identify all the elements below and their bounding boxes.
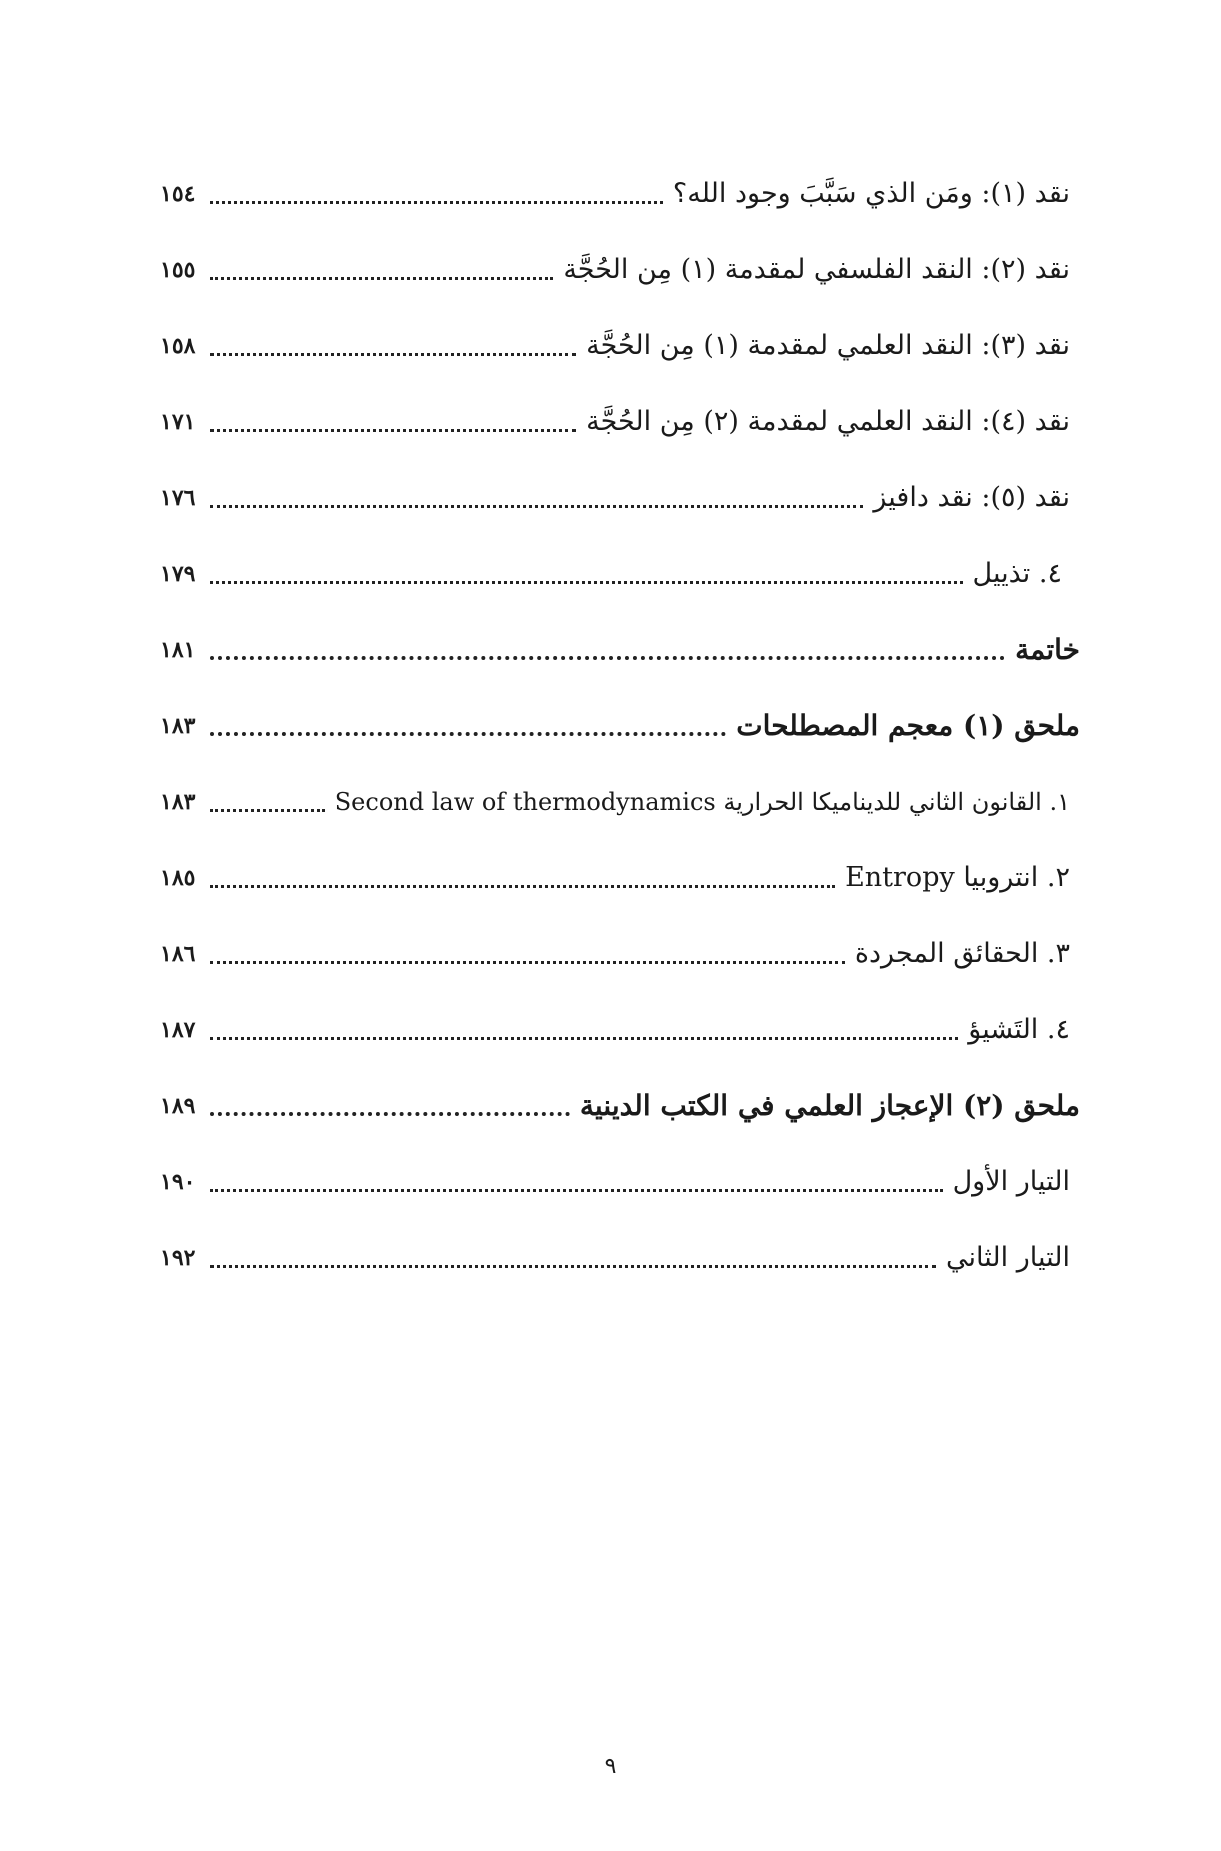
toc-entry-title: ١. القانون الثاني للديناميكا الحرارية Second law of thermodynamics (334, 788, 1070, 816)
toc-entry-title: ملحق (٢) الإعجاز العلمي في الكتب الدينية (579, 1089, 1080, 1122)
dot-leader (210, 1265, 936, 1268)
toc-entry-page: ١٨٣ (160, 713, 196, 739)
toc-entry-page: ١٩٠ (160, 1169, 196, 1195)
dot-leader (210, 885, 835, 888)
toc-entry-heading[interactable] (160, 1070, 1080, 1126)
toc-entry-title: نقد (٣): النقد العلمي لمقدمة (١) مِن الحُجَّة (586, 330, 1070, 361)
dot-leader (210, 581, 963, 584)
toc-entry-page: ١٧١ (160, 409, 196, 435)
toc-entry-page: ١٥٤ (160, 181, 196, 207)
toc-entry-title: نقد (٥): نقد دافيز (873, 482, 1070, 513)
toc-entry-title: نقد (٤): النقد العلمي لمقدمة (٢) مِن الحُجَّة (586, 406, 1070, 437)
toc-entry-page: ١٥٥ (160, 257, 196, 283)
toc-entry[interactable] (160, 462, 1070, 518)
dot-leader (210, 1112, 570, 1116)
toc-entry[interactable] (160, 538, 1062, 594)
toc-entry-page: ١٨٧ (160, 1017, 196, 1043)
toc-entry-page: ١٨٥ (160, 865, 196, 891)
toc-entry-page: ١٨٩ (160, 1093, 196, 1119)
toc-entry[interactable] (160, 994, 1070, 1050)
toc-entry-page: ١٨١ (160, 637, 196, 663)
toc-entry-title: ٤. التَشيؤ (968, 1014, 1070, 1045)
dot-leader (210, 656, 1005, 660)
toc-entry-title: التيار الثاني (946, 1242, 1070, 1273)
toc-entry[interactable] (160, 386, 1070, 442)
toc-entry[interactable] (160, 842, 1070, 898)
toc-entry-page: ١٨٦ (160, 941, 196, 967)
dot-leader (210, 961, 845, 964)
toc-entry[interactable] (160, 1222, 1070, 1278)
toc-entry[interactable] (160, 310, 1070, 366)
dot-leader (210, 809, 325, 812)
dot-leader (210, 201, 663, 204)
toc-entry-title: ٢. انتروبيا Entropy (845, 862, 1070, 893)
dot-leader (210, 353, 576, 356)
toc-entry[interactable] (160, 158, 1070, 214)
toc-entry[interactable] (160, 234, 1070, 290)
toc-entry-title: ٣. الحقائق المجردة (854, 938, 1070, 969)
dot-leader (210, 429, 576, 432)
toc-entry-title: نقد (١): ومَن الذي سَبَّبَ وجود الله؟ (672, 178, 1070, 209)
toc-entry-page: ١٧٦ (160, 485, 196, 511)
toc-entry-title: التيار الأول (952, 1166, 1070, 1197)
toc-entry-page: ١٥٨ (160, 333, 196, 359)
toc-entry-page: ١٨٣ (160, 789, 196, 815)
toc-entry-title: خاتمة (1015, 633, 1080, 666)
toc-entry-title: ٤. تذييل (972, 558, 1062, 589)
toc-entry[interactable] (160, 1146, 1070, 1202)
toc-entry-page: ١٩٢ (160, 1245, 196, 1271)
toc-entry-heading[interactable] (160, 690, 1080, 746)
page-number: ٩ (604, 1754, 617, 1779)
toc-entry-title: ملحق (١) معجم المصطلحات (736, 709, 1080, 742)
dot-leader (210, 1189, 943, 1192)
toc-entry-page: ١٧٩ (160, 561, 196, 587)
toc-entry[interactable] (160, 918, 1070, 974)
dot-leader (210, 732, 726, 736)
dot-leader (210, 1037, 958, 1040)
dot-leader (210, 277, 553, 280)
toc-entry-heading[interactable] (160, 614, 1080, 670)
toc-entry-title: نقد (٢): النقد الفلسفي لمقدمة (١) مِن الحُجَّة (563, 254, 1070, 285)
dot-leader (210, 505, 863, 508)
toc-entry[interactable] (160, 766, 1070, 822)
